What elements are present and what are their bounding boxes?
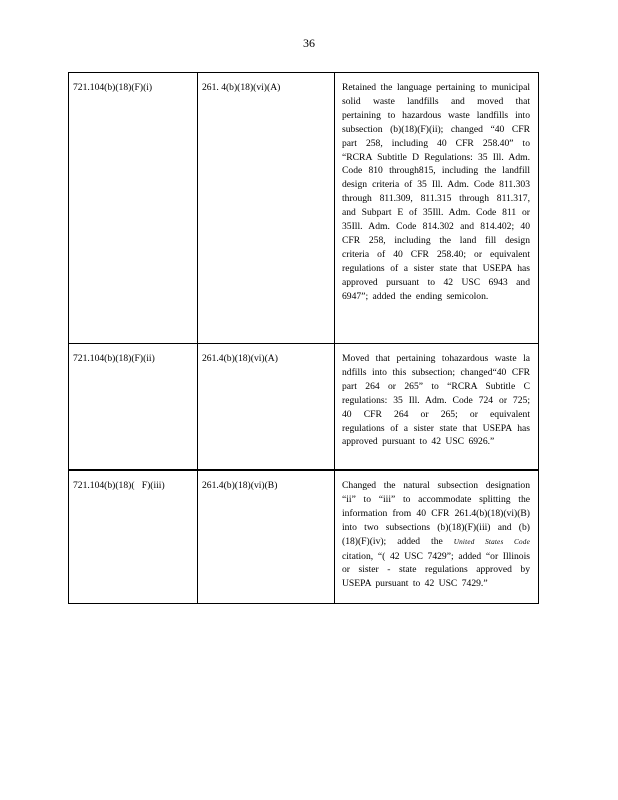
page-number: 36 (303, 36, 315, 50)
section-cell: 721.104(b)(18)(F)(i) (69, 73, 198, 344)
description-cell: Moved that pertaining tohazardous waste la ndfills into this subsection; changed“40 CFR part 264 or 265” to “RCRA Subtitle C regulations: 35 Ill. Adm. Code 724 or 725; 40 CFR 264 or 265; or equivalent regulations of a sister state that USEPA has approved pursuant to 42 USC 6926.” (335, 344, 539, 471)
description-text: Changed the natural subsection designation “ii” to “iii” to accommodate splitting the information from 40 CFR 261.4(b)(18)(vi)(B) into two subsections (b)(18)(F)(iii) and (b)(18)(F)(iv); added the (342, 480, 530, 547)
table-row (69, 73, 539, 344)
cfr-reference-cell: 261.4(b)(18)(vi)(B) (198, 470, 335, 604)
cited-code-title: United States Code (453, 537, 530, 546)
table-row (69, 344, 539, 471)
description-cell (335, 470, 539, 604)
changes-table (68, 72, 539, 604)
description-text: citation, “( 42 USC 7429”; added “or Illinois or sister - state regulations approved by USEPA pursuant to 42 USC 7429.” (342, 550, 530, 590)
cfr-reference-cell: 261. 4(b)(18)(vi)(A) (198, 73, 335, 344)
table-row (69, 470, 539, 604)
section-cell: 721.104(b)(18)( F)(iii) (69, 470, 198, 604)
cfr-reference-cell: 261.4(b)(18)(vi)(A) (198, 344, 335, 471)
description-cell: Retained the language pertaining to municipal solid waste landfills and moved that pertaining to hazardous waste landfills into subsection (b)(18)(F)(ii); changed “40 CFR part 258, including 40 CFR 258.40” to “RCRA Subtitle D Regulations: 35 Ill. Adm. Code 810 through815, including the landfill design criteria of 35 Ill. Adm. Code 811.303 through 811.309, 811.315 through 811.317, and Subpart E of 35Ill. Adm. Code 811 or 35Ill. Adm. Code 814.302 and 814.402; 40 CFR 258, including the land fill design criteria of 40 CFR 258.40; or equivalent regulations of a sister state that USEPA has approved pursuant to 42 USC 6943 and 6947”; added the ending semicolon. (335, 73, 539, 344)
section-cell: 721.104(b)(18)(F)(ii) (69, 344, 198, 471)
